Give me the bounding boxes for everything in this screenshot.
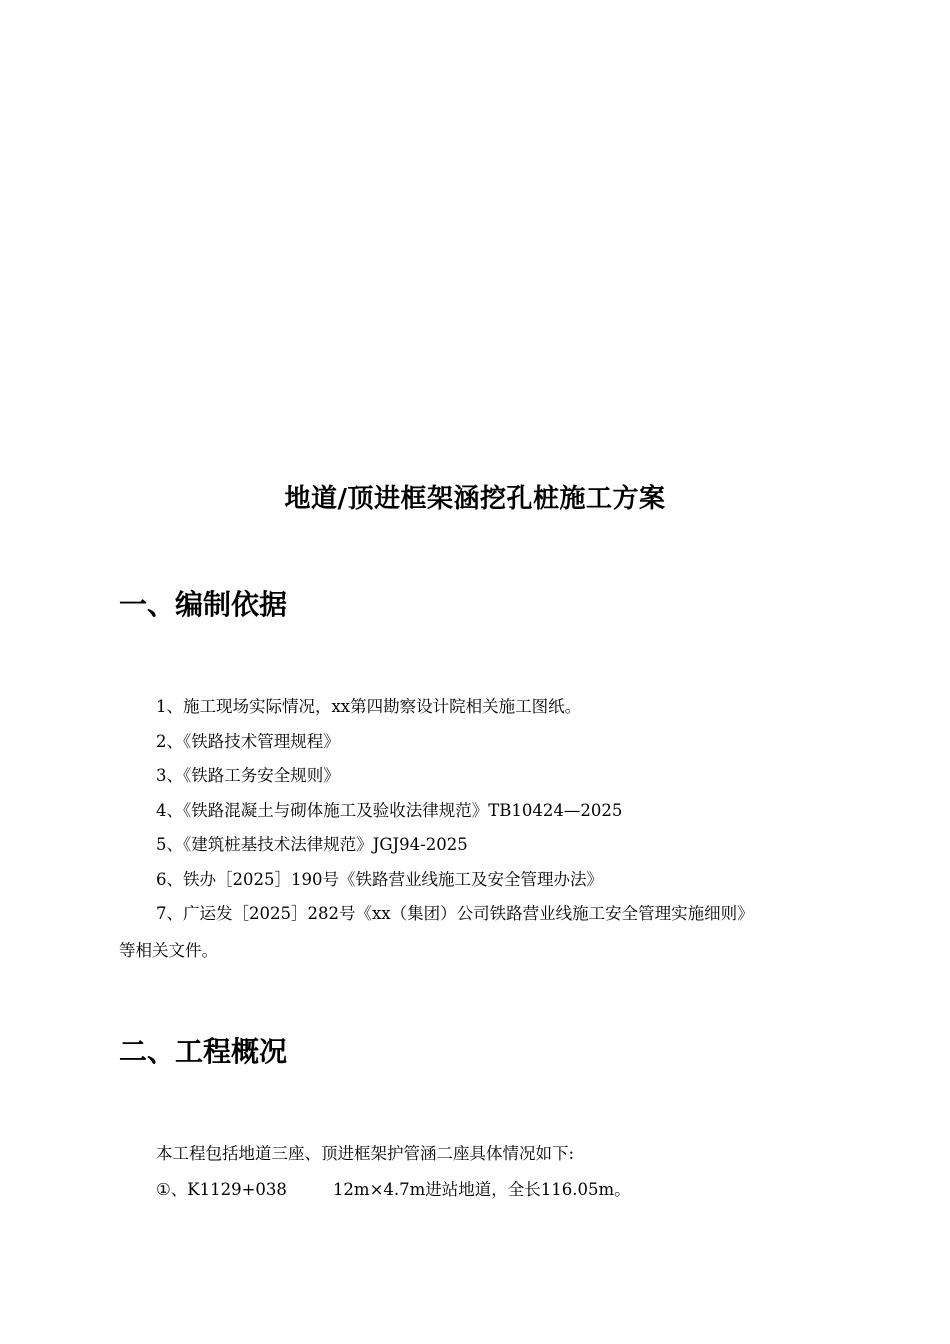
basis-item-6: 6、铁办［2025］190号《铁路营业线施工及安全管理办法》 bbox=[156, 870, 603, 889]
basis-item-4: 4、《铁路混凝土与砌体施工及验收法律规范》TB10424—2025 bbox=[156, 801, 623, 820]
overview-item-1-mileage: ①、K1129+038 bbox=[156, 1180, 287, 1199]
basis-item-7-continuation: 等相关文件。 bbox=[119, 941, 218, 960]
basis-item-1: 1、施工现场实际情况，xx第四勘察设计院相关施工图纸。 bbox=[156, 697, 582, 716]
document-title: 地道/顶进框架涵挖孔桩施工方案 bbox=[284, 484, 666, 514]
basis-item-2: 2、《铁路技术管理规程》 bbox=[156, 732, 340, 751]
basis-item-5: 5、《建筑桩基技术法律规范》JGJ94-2025 bbox=[156, 835, 468, 854]
overview-item-1 bbox=[156, 1176, 631, 1200]
overview-intro: 本工程包括地道三座、顶进框架护管涵二座具体情况如下: bbox=[156, 1144, 575, 1163]
basis-item-3: 3、《铁路工务安全规则》 bbox=[156, 766, 340, 785]
overview-item-1-desc: 12m×4.7m进站地道，全长116.05m。 bbox=[332, 1180, 631, 1199]
basis-item-7: 7、广运发［2025］282号《xx（集团）公司铁路营业线施工安全管理实施细则》 bbox=[156, 904, 754, 923]
section-heading-basis: 一、编制依据 bbox=[119, 588, 288, 621]
section-heading-overview: 二、工程概况 bbox=[119, 1035, 288, 1068]
